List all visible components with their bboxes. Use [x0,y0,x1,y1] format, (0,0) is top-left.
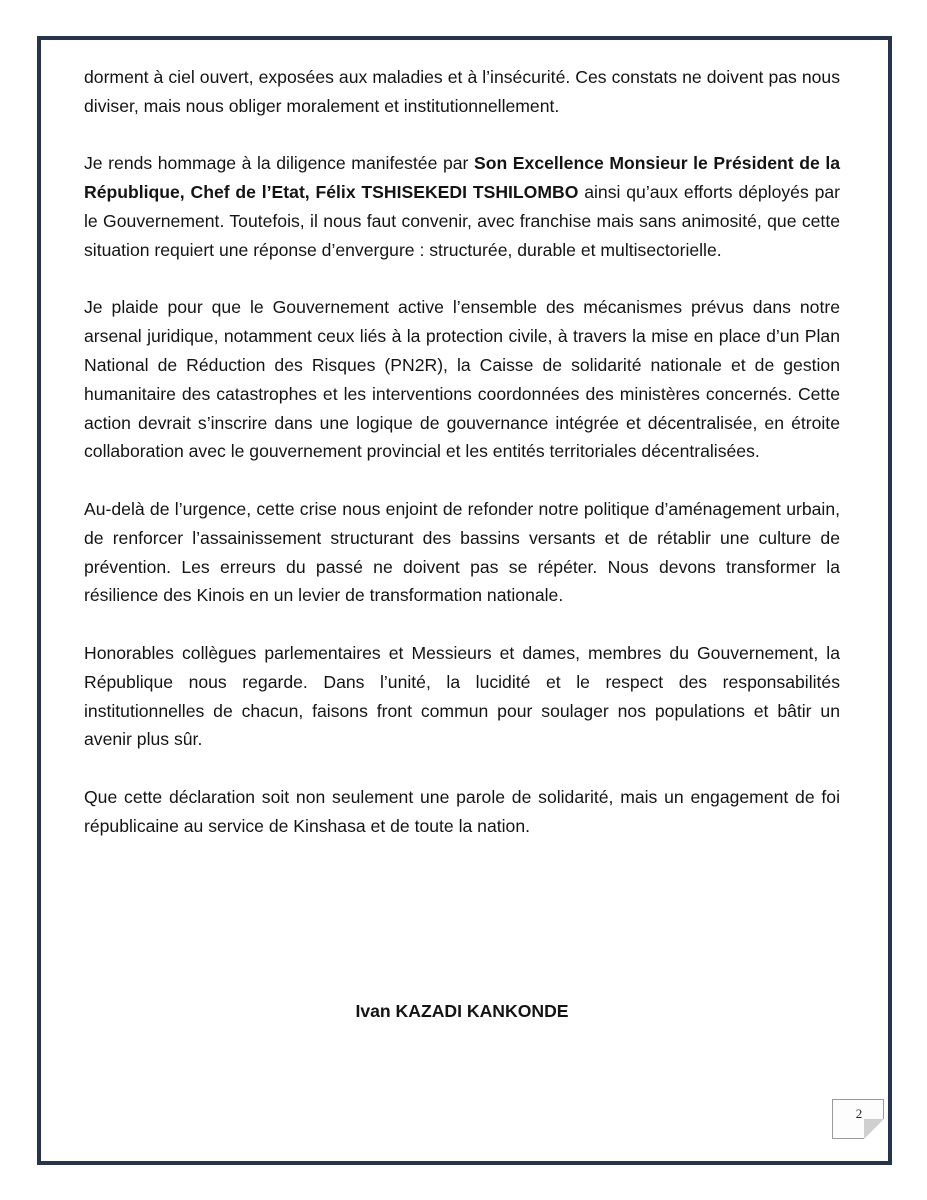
paragraph-6: Que cette déclaration soit non seulement une parole de solidarité, mais un engagement de foi républicaine au service de Kinshasa et de toute la nation. [84,786,840,836]
paragraph-3: Je plaide pour que le Gouvernement active l’ensemble des mécanismes prévus dans notre arsenal juridique, notamment ceux liés à la protection civile, à travers la mise en place d’un Plan National de Réduction des Risques (PN2R), la Caisse de solidarité nationale et de gestion humanitaire des catastrophes et les interventions coordonnées des ministères concernés. Cette action devrait s’inscrire dans une logique de gouvernance intégrée et décentralisée, en étroite collaboration avec le gouvernement provincial et les entités territoriales décentralisées. [84,297,840,462]
signature-name: Ivan KAZADI KANKONDE [355,1001,569,1021]
paragraph-2-rest: ainsi qu’aux efforts déployés par le Gouvernement. Toutefois, il nous faut convenir, avec franchise mais sans animosité, que cette situation requiert une réponse d’envergure : structurée, durable et multisectorielle. [84,182,840,260]
paragraph-1: dorment à ciel ouvert, exposées aux maladies et à l’insécurité. Ces constats ne doivent pas nous diviser, mais nous obliger moralement et institutionnellement. [84,67,840,116]
page-number: 2 [855,1106,863,1121]
paragraph-2 [84,149,840,264]
page-curl-decoration [864,1119,884,1139]
document-body [84,63,840,869]
paragraph-2-honoree: Son Excellence Monsieur le Président de la République, Chef de l’Etat, Félix TSHISEKEDI TSHILOMBO [84,153,840,203]
paragraph-5: Honorables collègues parlementaires et Messieurs et dames, membres du Gouvernement, la République nous regarde. Dans l’unité, la lucidité et le respect des responsabilités institutionnelles de chacun, faisons front commun pour soulager nos populations et bâtir un avenir plus sûr. [84,642,840,750]
page-number-box [832,1099,884,1139]
paragraph-2-intro: Je rends hommage à la diligence manifestée par [84,153,474,174]
paragraph-4: Au-delà de l’urgence, cette crise nous enjoint de refonder notre politique d’aménagement urbain, de renforcer l’assainissement structurant des bassins versants et de rétablir une culture de prévention. Les erreurs du passé ne doivent pas se répéter. Nous devons transformer la résilience des Kinois en un levier de transformation nationale. [84,498,840,606]
